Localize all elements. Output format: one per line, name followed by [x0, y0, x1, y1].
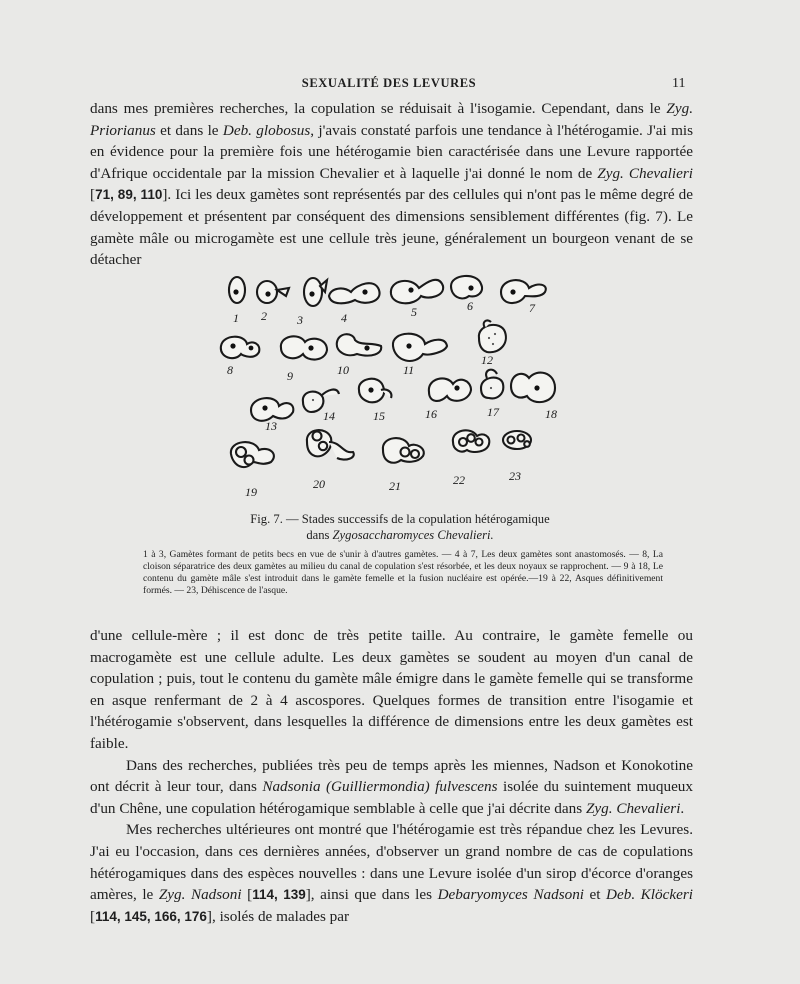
species-name: Nadsonia (Guilliermondia) fulvescens: [262, 778, 498, 796]
stage-15-cell: [359, 379, 392, 403]
stage-7-cell: [501, 280, 546, 303]
stage-5-cell: [391, 280, 443, 303]
species-name: Deb. Klöckeri: [606, 886, 693, 904]
species-name: Deb. globosus: [222, 121, 311, 139]
stage-8-cell: [221, 337, 259, 358]
stage-13-cell: [251, 398, 293, 421]
figure-number: Fig. 7.: [250, 512, 283, 526]
species-name: Zyg. Chevalieri: [597, 164, 693, 182]
stage-label: 9: [287, 369, 293, 383]
figure-caption: 1 à 3, Gamètes formant de petits becs en vue de s'unir à d'autres gamètes. — 4 à 7, Les deux gamètes sont anastomosés. — 8, La cloison séparatrice des deux gamètes au milieu du canal de copulation s'est résorbée, et les deux noyaux se rapprochent. — 9 à 18, Le contenu du gamète mâle s'est introduit dans le gamète femelle et la fusion nucléaire est opérée.—19 à 22, Asques définitivement formés. — 23, Déhiscence de l'asque.: [143, 549, 663, 596]
text-run: ], ainsi que dans les: [305, 886, 438, 904]
paragraph-3: [90, 755, 693, 820]
stage-label: 16: [425, 407, 437, 421]
stage-11-cell: [393, 334, 447, 361]
figure-title-line2: [170, 527, 630, 543]
stage-label: 3: [297, 313, 303, 327]
paragraph-4: [90, 819, 693, 927]
stage-4-cell: [329, 283, 380, 303]
stage-21-ascus: [383, 438, 424, 463]
stage-18-cell: [511, 373, 555, 403]
stage-label: 18: [545, 407, 557, 421]
stage-17-cell: [481, 370, 503, 399]
text-run: , j'avais constaté parfois une tendance à l'hétérogamie. J'ai mis en évidence pour la première fois une hétérogamie bien caractérisée dans une Levure rapportée d'Afrique occidentale par la mission Chevalier et à laquelle j'ai donné le nom de: [90, 121, 694, 182]
text-run: Dans des recherches, publiées très peu de temps après les miennes, Nadson et Konokotine ont décrit à leur tour, dans: [90, 756, 693, 796]
reference-numbers: 71, 89, 110: [95, 187, 163, 203]
stage-label: 5: [411, 305, 417, 319]
stage-6-cell: [451, 276, 482, 298]
figure-7: [215, 266, 560, 508]
stage-16-cell: [429, 378, 471, 400]
stage-label: 17: [487, 405, 499, 419]
stage-label: 10: [337, 363, 349, 377]
stage-12-cell: [479, 320, 506, 352]
species-name: Zyg. Nadsoni: [158, 886, 242, 904]
stage-label: 22: [453, 473, 465, 487]
text-run: isolée du suintement muqueux d'un Chêne, une copulation hétérogamique semblable à celle que j'ai décrite dans: [90, 778, 693, 817]
stage-label: 2: [261, 309, 267, 323]
copulation-stages-drawing: [215, 266, 560, 508]
stage-label: 13: [265, 419, 277, 433]
text-run: [: [90, 186, 96, 204]
text-run: et: [584, 886, 607, 904]
stage-20-ascus: [307, 430, 354, 459]
stage-23-ascus: [503, 431, 531, 449]
text-run: [: [90, 907, 96, 925]
stage-label: 19: [245, 485, 257, 499]
stage-label: 20: [313, 477, 325, 491]
species-name: Debaryomyces Nadsoni: [437, 886, 585, 904]
reference-numbers: 114, 139: [252, 887, 306, 903]
stage-label: 11: [403, 363, 415, 377]
stage-label: 6: [467, 299, 473, 313]
text-run: Mes recherches ultérieures ont montré que l'hétérogamie est très répandue chez les Levures. J'ai eu l'occasion, dans ces dernières années, d'observer un grand nombre de cas de copulations hétérogamiques dans des espèces nouvelles : dans une Levure isolée d'un sirop d'écorce d'oranges amères, le: [90, 821, 693, 904]
stage-label: 23: [509, 469, 521, 483]
stage-1-cell: [229, 277, 245, 303]
figure-title-text: dans: [306, 528, 333, 542]
figure-title-text: — Stades successifs de la copulation hétérogamique: [282, 512, 550, 526]
species-name: Zyg. Chevalieri: [585, 799, 681, 817]
stage-label: 12: [481, 353, 493, 367]
stage-label: 1: [233, 311, 239, 325]
stage-2-cell: [257, 281, 289, 303]
stage-22-ascus: [453, 430, 489, 452]
stage-label: 4: [341, 311, 347, 325]
paragraph-1: [90, 98, 693, 271]
page-number: 11: [672, 76, 686, 91]
text-run: dans mes premières recherches, la copulation se réduisait à l'isogamie. Cependant, dans le: [90, 100, 667, 117]
text-run: ]. Ici les deux gamètes sont représentés par des cellules qui n'ont pas le même degré de développement et présentent par conséquent des dimensions sensiblement différentes (fig. 7). Le gamète mâle ou microgamète est une cellule très jeune, généralement un bourgeon venant de se détacher: [90, 186, 693, 269]
figure-title: [170, 511, 630, 543]
text-run: [: [241, 886, 253, 904]
stage-9-cell: [281, 336, 327, 359]
stage-3-cell: [304, 278, 327, 306]
stage-19-ascus: [231, 442, 274, 467]
text-run: .: [680, 799, 685, 817]
stage-label: 14: [323, 409, 335, 423]
text-run: et dans le: [155, 121, 223, 139]
species-name: Zyg. Priorianus: [90, 100, 693, 139]
running-head: SEXUALITÉ DES LEVURES: [301, 76, 477, 90]
stage-10-cell: [337, 334, 381, 355]
paragraph-1-text: [90, 98, 693, 271]
species-name: Zygosaccharomyces Chevalieri.: [332, 528, 494, 542]
body-text-continued: [90, 625, 693, 927]
figure-title-line1: [170, 511, 630, 527]
text-run: ], isolés de malades par: [206, 907, 350, 925]
paragraph-2: d'une cellule-mère ; il est donc de très petite taille. Au contraire, le gamète femelle ou macrogamète est une cellule adulte. Les deux gamètes se soudent au moyen d'un canal de copulation ; puis, tout le contenu du gamète mâle émigre dans le gamète femelle qui se transforme en asque renfermant de 2 à 4 ascospores. Quelques formes de transition entre l'isogamie et l'hétérogamie s'observent, dans lesquelles la différence de dimensions entre les deux gamètes est faible.: [90, 627, 693, 752]
stage-label: 21: [389, 479, 401, 493]
stage-label: 15: [373, 409, 385, 423]
stage-label: 7: [529, 301, 535, 315]
reference-numbers: 114, 145, 166, 176: [95, 908, 207, 924]
stage-label: 8: [227, 363, 233, 377]
